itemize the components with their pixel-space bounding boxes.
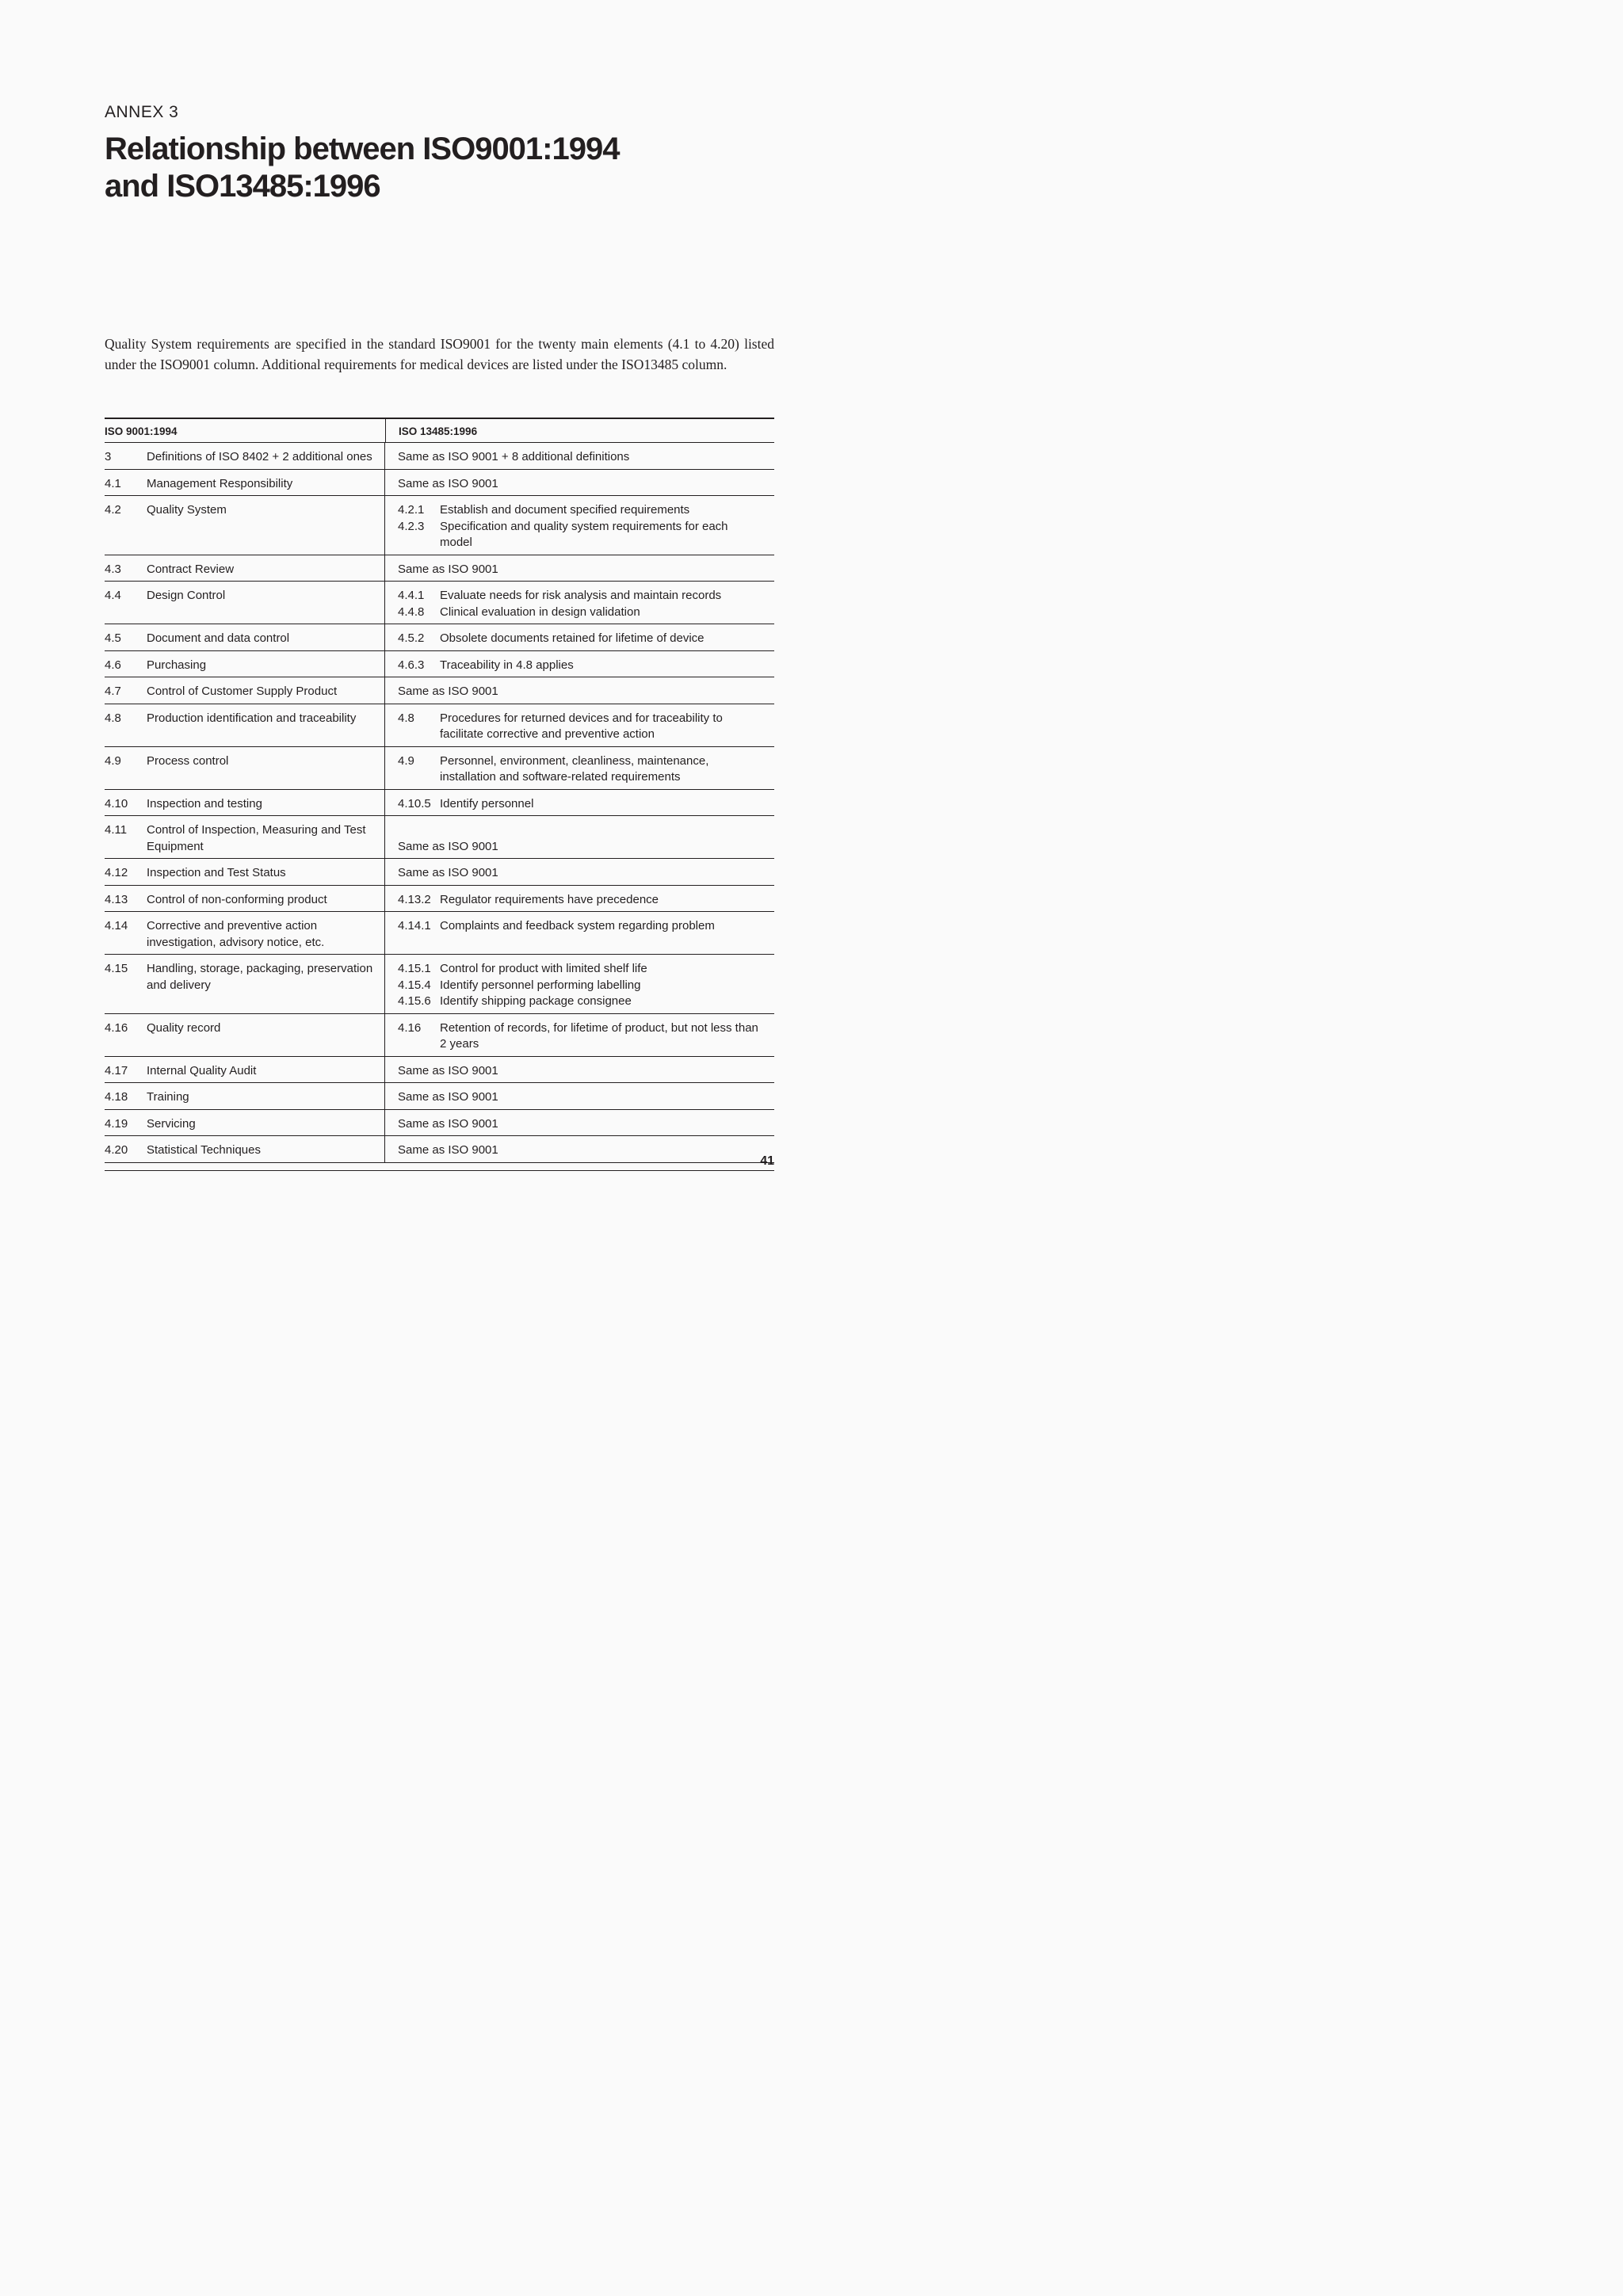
table-row bbox=[105, 677, 774, 704]
requirement-number: 4.4.8 bbox=[398, 605, 425, 619]
requirement-entry bbox=[398, 961, 774, 978]
page-title bbox=[105, 131, 754, 205]
requirement-text: Same as ISO 9001 bbox=[398, 1116, 498, 1131]
table-row bbox=[105, 955, 774, 1014]
clause-number: 4.7 bbox=[105, 685, 121, 698]
requirement-entry bbox=[398, 449, 774, 466]
clause-number: 4.15 bbox=[105, 962, 128, 975]
iso9001-cell bbox=[105, 651, 385, 677]
requirement-entry bbox=[398, 605, 774, 621]
iso9001-cell bbox=[105, 747, 385, 789]
iso9001-cell bbox=[105, 859, 385, 885]
requirement-text: Same as ISO 9001 bbox=[398, 685, 498, 698]
table-row bbox=[105, 496, 774, 555]
iso13485-cell bbox=[385, 651, 774, 677]
clause-number: 4.4 bbox=[105, 589, 121, 602]
iso13485-cell bbox=[385, 790, 774, 816]
table-row bbox=[105, 1083, 774, 1110]
clause-name: Handling, storage, packaging, preservation and delivery bbox=[147, 962, 373, 992]
requirement-text: Personnel, environment, cleanliness, maintenance, installation and software-related requirements bbox=[440, 753, 709, 784]
requirement-entry bbox=[398, 711, 774, 743]
requirement-entry bbox=[398, 918, 774, 935]
clause-number: 4.9 bbox=[105, 753, 121, 768]
table-row bbox=[105, 1057, 774, 1084]
clause-number: 4.2 bbox=[105, 503, 121, 517]
requirement-text: Retention of records, for lifetime of product, but not less than 2 years bbox=[440, 1020, 758, 1051]
requirement-number: 4.15.1 bbox=[398, 962, 431, 975]
table-row bbox=[105, 624, 774, 651]
iso13485-cell bbox=[385, 496, 774, 555]
requirement-entry bbox=[398, 994, 774, 1010]
clause-number: 4.16 bbox=[105, 1020, 128, 1035]
requirement-text: Same as ISO 9001 bbox=[398, 562, 498, 576]
clause-number: 4.12 bbox=[105, 866, 128, 879]
clause-name: Inspection and testing bbox=[147, 796, 262, 810]
requirement-entry bbox=[398, 1089, 774, 1106]
iso13485-cell bbox=[385, 624, 774, 650]
clause-name: Corrective and preventive action investigation, advisory notice, etc. bbox=[147, 919, 325, 949]
requirement-text: Control for product with limited shelf life bbox=[440, 962, 647, 975]
title-line-1: Relationship between ISO9001:1994 bbox=[105, 132, 620, 166]
iso13485-cell bbox=[385, 912, 774, 954]
requirement-text: Same as ISO 9001 bbox=[398, 1063, 498, 1077]
clause-name: Quality record bbox=[147, 1020, 221, 1035]
requirement-text: Identify shipping package consignee bbox=[440, 994, 632, 1008]
requirement-text: Same as ISO 9001 bbox=[398, 1143, 498, 1157]
table-row bbox=[105, 747, 774, 790]
iso9001-cell bbox=[105, 704, 385, 746]
comparison-table bbox=[105, 418, 774, 1163]
requirement-entry bbox=[398, 892, 774, 909]
requirement-number: 4.2.1 bbox=[398, 503, 425, 517]
clause-name: Training bbox=[147, 1090, 189, 1104]
iso13485-cell bbox=[385, 555, 774, 582]
table-row bbox=[105, 816, 774, 859]
clause-name: Definitions of ISO 8402 + 2 additional ones bbox=[147, 450, 372, 463]
clause-number: 4.17 bbox=[105, 1063, 128, 1077]
requirement-number: 4.5.2 bbox=[398, 631, 425, 645]
clause-number: 3 bbox=[105, 450, 112, 463]
requirement-text: Procedures for returned devices and for traceability to facilitate corrective and preventive action bbox=[440, 711, 723, 741]
table-row bbox=[105, 651, 774, 678]
requirement-entry bbox=[398, 796, 774, 813]
clause-name: Inspection and Test Status bbox=[147, 866, 286, 879]
requirement-number: 4.6.3 bbox=[398, 658, 425, 672]
table-row bbox=[105, 555, 774, 582]
table-body bbox=[105, 443, 774, 1163]
clause-name: Servicing bbox=[147, 1116, 196, 1131]
requirement-entry bbox=[398, 1063, 774, 1080]
table-row bbox=[105, 859, 774, 886]
requirement-entry bbox=[398, 1116, 774, 1133]
requirement-entry bbox=[398, 631, 774, 647]
iso9001-cell bbox=[105, 496, 385, 555]
clause-number: 4.8 bbox=[105, 711, 121, 725]
iso13485-cell bbox=[385, 677, 774, 704]
requirement-number: 4.2.3 bbox=[398, 519, 425, 533]
requirement-entry bbox=[398, 865, 774, 882]
requirement-entry bbox=[398, 978, 774, 994]
iso9001-cell bbox=[105, 1136, 385, 1162]
requirement-number: 4.9 bbox=[398, 753, 414, 768]
requirement-entry bbox=[398, 839, 774, 856]
requirement-entry bbox=[398, 476, 774, 493]
clause-number: 4.11 bbox=[105, 823, 128, 837]
clause-number: 4.13 bbox=[105, 892, 128, 906]
requirement-number: 4.15.6 bbox=[398, 994, 431, 1008]
iso9001-cell bbox=[105, 912, 385, 954]
requirement-text: Obsolete documents retained for lifetime of device bbox=[440, 631, 705, 645]
requirement-number: 4.16 bbox=[398, 1020, 422, 1035]
requirement-text: Identify personnel performing labelling bbox=[440, 978, 641, 992]
clause-number: 4.14 bbox=[105, 919, 128, 933]
clause-name: Management Responsibility bbox=[147, 476, 293, 490]
iso13485-cell bbox=[385, 747, 774, 789]
requirement-entry bbox=[398, 658, 774, 674]
table-row bbox=[105, 704, 774, 747]
iso13485-cell bbox=[385, 1057, 774, 1083]
requirement-number: 4.10.5 bbox=[398, 796, 431, 810]
table-row bbox=[105, 1136, 774, 1163]
clause-name: Quality System bbox=[147, 503, 227, 517]
iso9001-cell bbox=[105, 555, 385, 582]
iso13485-cell bbox=[385, 1014, 774, 1056]
clause-name: Control of Inspection, Measuring and Test Equipment bbox=[147, 823, 366, 853]
clause-name: Design Control bbox=[147, 589, 226, 602]
requirement-entry bbox=[398, 1142, 774, 1159]
requirement-entry bbox=[398, 1020, 774, 1053]
iso9001-cell bbox=[105, 470, 385, 496]
iso9001-cell bbox=[105, 677, 385, 704]
table-row bbox=[105, 886, 774, 913]
requirement-entry bbox=[398, 562, 774, 578]
intro-paragraph: Quality System requirements are specified in the standard ISO9001 for the twenty main elements (4.1 to 4.20) listed under the ISO9001 column. Additional requirements for medical devices are listed under the ISO13485 column. bbox=[105, 336, 774, 372]
column-header-iso9001: ISO 9001:1994 bbox=[105, 419, 386, 442]
clause-name: Process control bbox=[147, 753, 229, 768]
iso13485-cell bbox=[385, 1083, 774, 1109]
requirement-entry bbox=[398, 684, 774, 700]
clause-number: 4.1 bbox=[105, 476, 121, 490]
iso9001-cell bbox=[105, 1014, 385, 1056]
document-page bbox=[0, 0, 877, 1241]
iso9001-cell bbox=[105, 816, 385, 858]
requirement-number: 4.14.1 bbox=[398, 919, 431, 933]
requirement-text: Traceability in 4.8 applies bbox=[440, 658, 574, 672]
table-row bbox=[105, 1110, 774, 1137]
requirement-text: Evaluate needs for risk analysis and maintain records bbox=[440, 589, 722, 602]
requirement-entry bbox=[398, 519, 774, 551]
iso9001-cell bbox=[105, 443, 385, 469]
clause-name: Control of Customer Supply Product bbox=[147, 685, 338, 698]
clause-name: Purchasing bbox=[147, 658, 207, 672]
iso9001-cell bbox=[105, 1083, 385, 1109]
clause-name: Document and data control bbox=[147, 631, 290, 645]
requirement-text: Complaints and feedback system regarding problem bbox=[440, 919, 715, 933]
iso9001-cell bbox=[105, 955, 385, 1013]
clause-number: 4.3 bbox=[105, 562, 121, 576]
title-line-2: and ISO13485:1996 bbox=[105, 169, 380, 204]
clause-name: Internal Quality Audit bbox=[147, 1063, 257, 1077]
clause-number: 4.19 bbox=[105, 1116, 128, 1131]
table-row bbox=[105, 1014, 774, 1057]
clause-number: 4.6 bbox=[105, 658, 121, 672]
iso13485-cell bbox=[385, 886, 774, 912]
clause-name: Production identification and traceability bbox=[147, 711, 357, 725]
iso9001-cell bbox=[105, 886, 385, 912]
requirement-text: Identify personnel bbox=[440, 796, 534, 810]
iso13485-cell bbox=[385, 704, 774, 746]
requirement-text: Regulator requirements have precedence bbox=[440, 892, 659, 906]
iso13485-cell bbox=[385, 582, 774, 624]
requirement-number: 4.13.2 bbox=[398, 892, 431, 906]
requirement-number: 4.8 bbox=[398, 711, 414, 725]
iso9001-cell bbox=[105, 790, 385, 816]
iso13485-cell bbox=[385, 1136, 774, 1162]
requirement-text: Specification and quality system requirements for each model bbox=[440, 519, 728, 549]
requirement-entry bbox=[398, 588, 774, 605]
requirement-text: Same as ISO 9001 bbox=[398, 1090, 498, 1104]
iso13485-cell bbox=[385, 859, 774, 885]
clause-number: 4.18 bbox=[105, 1090, 128, 1104]
annex-label: ANNEX 3 bbox=[105, 103, 179, 121]
table-row bbox=[105, 443, 774, 470]
footer-rule bbox=[105, 1170, 774, 1171]
requirement-entry bbox=[398, 502, 774, 519]
requirement-text: Establish and document specified requirements bbox=[440, 503, 690, 517]
table-row bbox=[105, 470, 774, 497]
requirement-number: 4.4.1 bbox=[398, 589, 425, 602]
iso13485-cell bbox=[385, 1110, 774, 1136]
iso13485-cell bbox=[385, 955, 774, 1013]
requirement-text: Same as ISO 9001 + 8 additional definitions bbox=[398, 450, 630, 463]
requirement-text: Same as ISO 9001 bbox=[398, 839, 498, 853]
clause-number: 4.5 bbox=[105, 631, 121, 645]
requirement-number: 4.15.4 bbox=[398, 978, 431, 992]
table-row bbox=[105, 912, 774, 955]
requirement-text: Clinical evaluation in design validation bbox=[440, 605, 640, 619]
clause-name: Control of non-conforming product bbox=[147, 892, 327, 906]
iso13485-cell bbox=[385, 470, 774, 496]
table-row bbox=[105, 582, 774, 624]
clause-number: 4.10 bbox=[105, 796, 128, 810]
column-header-iso13485: ISO 13485:1996 bbox=[399, 425, 478, 437]
table-header bbox=[105, 419, 774, 443]
iso13485-cell bbox=[385, 443, 774, 469]
clause-number: 4.20 bbox=[105, 1143, 128, 1157]
clause-name: Contract Review bbox=[147, 562, 235, 576]
iso9001-cell bbox=[105, 1057, 385, 1083]
iso9001-cell bbox=[105, 1110, 385, 1136]
clause-name: Statistical Techniques bbox=[147, 1143, 261, 1157]
iso9001-cell bbox=[105, 624, 385, 650]
page-number: 41 bbox=[760, 1154, 774, 1168]
requirement-text: Same as ISO 9001 bbox=[398, 476, 498, 490]
requirement-entry bbox=[398, 753, 774, 786]
table-row bbox=[105, 790, 774, 817]
iso13485-cell bbox=[385, 816, 774, 858]
iso9001-cell bbox=[105, 582, 385, 624]
requirement-text: Same as ISO 9001 bbox=[398, 866, 498, 879]
